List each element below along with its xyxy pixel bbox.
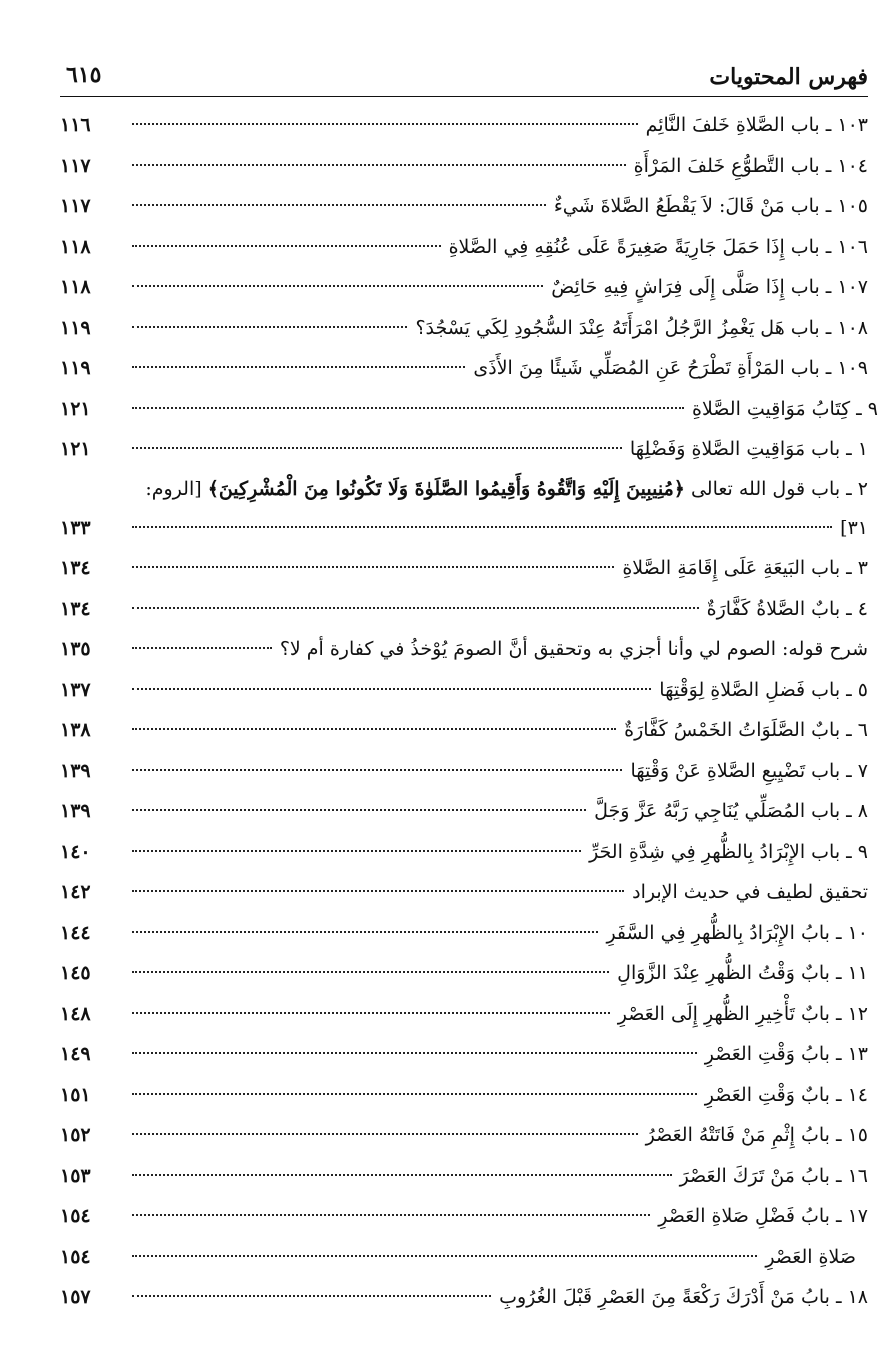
toc-entry-2-prefix: ٢ ـ باب قول الله تعالى	[690, 477, 868, 500]
toc-entry-title: ٩ ـ باب الإِبْرَادُ بِالظُّهرِ فِي شِدَّةِ الحَرِّ	[589, 840, 868, 863]
toc-entry-page: ١٢١	[60, 397, 91, 420]
toc-entry-title: ١١ ـ بابٌ وَقْتُ الظُّهرِ عِنْدَ الزَّوَالِ	[617, 962, 868, 984]
toc-entry-title: ٦ ـ بابٌ الصَّلَوَاتُ الخَمْسُ كَفَّارَةٌ	[624, 719, 868, 741]
toc-entry-7	[60, 751, 868, 792]
dot-leader	[132, 1093, 697, 1095]
toc-entry-page: ١١٩	[60, 357, 91, 379]
toc-entry-5	[60, 670, 868, 711]
toc-entry-page: ١٤٨	[60, 1002, 91, 1025]
toc-entry-10	[60, 913, 868, 954]
toc-entry-12	[60, 994, 868, 1035]
toc-entry-107	[60, 267, 868, 308]
toc-entry-4	[60, 589, 868, 630]
dot-leader	[132, 931, 598, 933]
toc-entry-3	[60, 548, 868, 589]
toc-entry-8	[60, 791, 868, 832]
toc-entry-page: ١٥٢	[60, 1124, 91, 1146]
toc-entry-title: تحقيق لطيف في حديث الإبراد	[632, 881, 868, 903]
page-header	[60, 58, 868, 97]
dot-leader	[132, 407, 684, 409]
toc-entry-page: ١٥١	[60, 1083, 91, 1106]
toc-entry-2-suffix: [الروم:	[145, 477, 202, 500]
toc-entry-106	[60, 227, 868, 268]
toc-entry-page: ١٤٠	[60, 840, 91, 863]
dot-leader	[132, 971, 609, 973]
dot-leader	[132, 1174, 672, 1176]
toc-entry-title: ١٠٨ ـ باب هَل يَغْمِزُ الرَّجُلُ امْرَأَتَهُ عِنْدَ السُّجُودِ لِكَي يَسْجُدَ؟	[415, 316, 868, 339]
toc-entry-title: ٣ ـ باب البَيعَةِ عَلَى إِقَامَةِ الصَّلاةِ	[622, 557, 868, 579]
toc-entry-9	[60, 832, 868, 873]
toc-entry-title: ٧ ـ باب تَضْيِيعِ الصَّلاةِ عَنْ وَقْتِهَا	[630, 759, 868, 782]
toc-entry-6	[60, 710, 868, 751]
toc-entry-kitab-9	[60, 389, 878, 430]
toc-entry-page: ١٣٣	[60, 516, 91, 539]
toc-entry-14	[60, 1075, 868, 1116]
dot-leader	[132, 728, 616, 730]
toc-entry-tahqiq	[60, 872, 868, 913]
dot-leader	[132, 164, 626, 166]
toc-entry-salat-al-asr	[60, 1237, 868, 1278]
dot-leader	[132, 326, 407, 328]
toc-entry-16	[60, 1156, 868, 1197]
toc-entry-title: ٩ ـ كِتَابُ مَوَاقِيتِ الصَّلاةِ	[692, 397, 878, 420]
toc-entry-104	[60, 146, 868, 187]
toc-entry-title: ١٧ ـ بابُ فَضْلِ صَلاةِ العَصْرِ	[658, 1205, 868, 1227]
toc-entry-title: ١٠٣ ـ باب الصَّلاةِ خَلفَ النَّائِم	[645, 114, 868, 136]
toc-entry-13	[60, 1034, 868, 1075]
dot-leader	[132, 769, 622, 771]
dot-leader	[132, 809, 586, 811]
toc-entry-title: ١٠٩ ـ باب المَرْأَةِ تَطْرَحُ عَنِ المُصَلِّي شَيئًا مِنَ الأَذَى	[473, 357, 868, 379]
toc-entry-page: ١٤٩	[60, 1043, 91, 1065]
toc-entry-page: ١٢١	[60, 438, 91, 460]
toc-entry-page: ١٣٩	[60, 800, 91, 822]
dot-leader	[132, 647, 272, 649]
dot-leader	[132, 607, 699, 609]
toc-entry-title: ٣١]	[840, 516, 868, 539]
toc-entry-page: ١١٦	[60, 114, 91, 136]
toc-entry-18	[60, 1277, 868, 1318]
toc-entry-15	[60, 1115, 868, 1156]
toc-entry-title: ٨ ـ باب المُصَلِّي يُنَاجِي رَبَّهُ عَزَّ وَجَلَّ	[594, 800, 868, 822]
toc-entry-page: ١٣٩	[60, 759, 91, 782]
toc-entry-page: ١٣٥	[60, 638, 91, 660]
dot-leader	[132, 1012, 610, 1014]
quran-verse: ﴿مُنِيبِينَ إِلَيْهِ وَاتَّقُوهُ وَأَقِيمُوا الصَّلَوٰةَ وَلَا تَكُونُوا مِنَ الْمُشْرِكِينَ﴾	[207, 477, 685, 500]
toc-entry-title: ١٤ ـ بابٌ وَقْتِ العَصْرِ	[704, 1083, 868, 1106]
toc-entry-title: ١ ـ باب مَوَاقِيتِ الصَّلاةِ وَفَضْلِهَا	[629, 438, 868, 460]
dot-leader	[132, 123, 638, 125]
toc-entry-title: شرح قوله: الصوم لي وأنا أجزي به وتحقيق أنَّ الصومَ يُوْخذُ في كفارة أم لا؟	[279, 638, 868, 660]
toc-entry-109	[60, 348, 868, 389]
toc-entry-108	[60, 308, 868, 349]
dot-leader	[132, 447, 622, 449]
toc-entry-page: ١٤٤	[60, 921, 91, 944]
toc-entry-title: ٥ ـ باب فَضلِ الصَّلاةِ لِوَقْتِهَا	[659, 678, 868, 701]
toc-entry-1	[60, 429, 868, 470]
toc-entry-title: ١٣ ـ بابُ وَقْتِ العَصْرِ	[704, 1043, 868, 1065]
toc-entry-page: ١١٧	[60, 195, 91, 217]
toc-entry-page: ١٥٣	[60, 1164, 91, 1187]
toc-entry-page: ١١٩	[60, 316, 91, 339]
toc-entry-page: ١٣٨	[60, 719, 91, 741]
toc-entry-page: ١٥٤	[60, 1205, 91, 1227]
toc-entry-page: ١١٨	[60, 276, 91, 298]
toc-entry-page: ١٣٤	[60, 557, 91, 579]
toc-entry-title: ١٥ ـ بابُ إِثْمِ مَنْ فَاتَتْهُ العَصْرُ	[645, 1124, 868, 1146]
dot-leader	[132, 890, 624, 892]
header-title: فهرس المحتويات	[709, 64, 868, 90]
dot-leader	[132, 688, 651, 690]
toc-entry-title: ١٠ ـ بابُ الإِبْرَادُ بِالظُّهرِ فِي السَّفَرِ	[606, 921, 868, 944]
dot-leader	[132, 1133, 638, 1135]
toc-entry-sharh	[60, 629, 868, 670]
dot-leader	[132, 566, 614, 568]
toc-entry-page: ١١٧	[60, 154, 91, 177]
toc-entry-title: ١٠٦ ـ باب إِذَا حَمَلَ جَارِيَةً صَغِيرَةً عَلَى عُنُقِهِ فِي الصَّلاةِ	[448, 235, 868, 258]
dot-leader	[132, 526, 832, 528]
toc-entry-page: ١٣٤	[60, 597, 91, 620]
toc-entry-title: ١٢ ـ بابٌ تَأْخِيرِ الظُّهرِ إِلَى العَصْرِ	[617, 1002, 868, 1025]
toc-entry-page: ١٤٥	[60, 962, 91, 984]
dot-leader	[132, 245, 441, 247]
toc-entry-title: ١٨ ـ بابُ مَنْ أَدْرَكَ رَكْعَةً مِنَ العَصْرِ قَبْلَ الغُرُوبِ	[499, 1286, 868, 1308]
toc-entry-title: صَلاةِ العَصْرِ	[765, 1245, 856, 1268]
toc-entry-title: ١٠٤ ـ باب التَّطوُّعِ خَلفَ المَرْأَةِ	[633, 154, 868, 177]
dot-leader	[132, 850, 581, 852]
dot-leader	[132, 1295, 491, 1297]
toc-entry-11	[60, 953, 868, 994]
toc-entry-title: ١٠٧ ـ باب إِذَا صَلَّى إِلَى فِرَاشٍ فِيهِ حَائِضٌ	[551, 276, 868, 298]
toc-entry-page: ١٥٧	[60, 1286, 91, 1308]
toc-entry-103	[60, 105, 868, 146]
toc-entry-105	[60, 186, 868, 227]
toc-entry-page: ١٣٧	[60, 678, 91, 701]
toc-entry-title: ١٠٥ ـ باب مَنْ قَالَ: لاَ يَقْطَعُ الصَّلاةَ شَيءٌ	[553, 195, 868, 217]
dot-leader	[132, 285, 543, 287]
toc-entry-17	[60, 1196, 868, 1237]
toc-entry-2-line1	[60, 470, 868, 508]
toc-page	[60, 58, 878, 1318]
dot-leader	[132, 366, 465, 368]
header-page-number: ٦١٥	[66, 62, 102, 88]
dot-leader	[132, 1214, 650, 1216]
toc-entries	[60, 105, 878, 1318]
toc-entry-page: ١٥٤	[60, 1245, 91, 1268]
dot-leader	[132, 1255, 757, 1257]
toc-entry-title: ١٦ ـ بابُ مَنْ تَرَكَ العَصْرَ	[679, 1164, 868, 1187]
toc-entry-page: ١١٨	[60, 235, 91, 258]
toc-entry-page: ١٤٢	[60, 881, 91, 903]
dot-leader	[132, 1052, 697, 1054]
dot-leader	[132, 204, 546, 206]
toc-entry-title: ٤ ـ بابٌ الصَّلاةُ كَفَّارَةٌ	[706, 597, 868, 620]
toc-entry-2-line2	[60, 508, 868, 549]
